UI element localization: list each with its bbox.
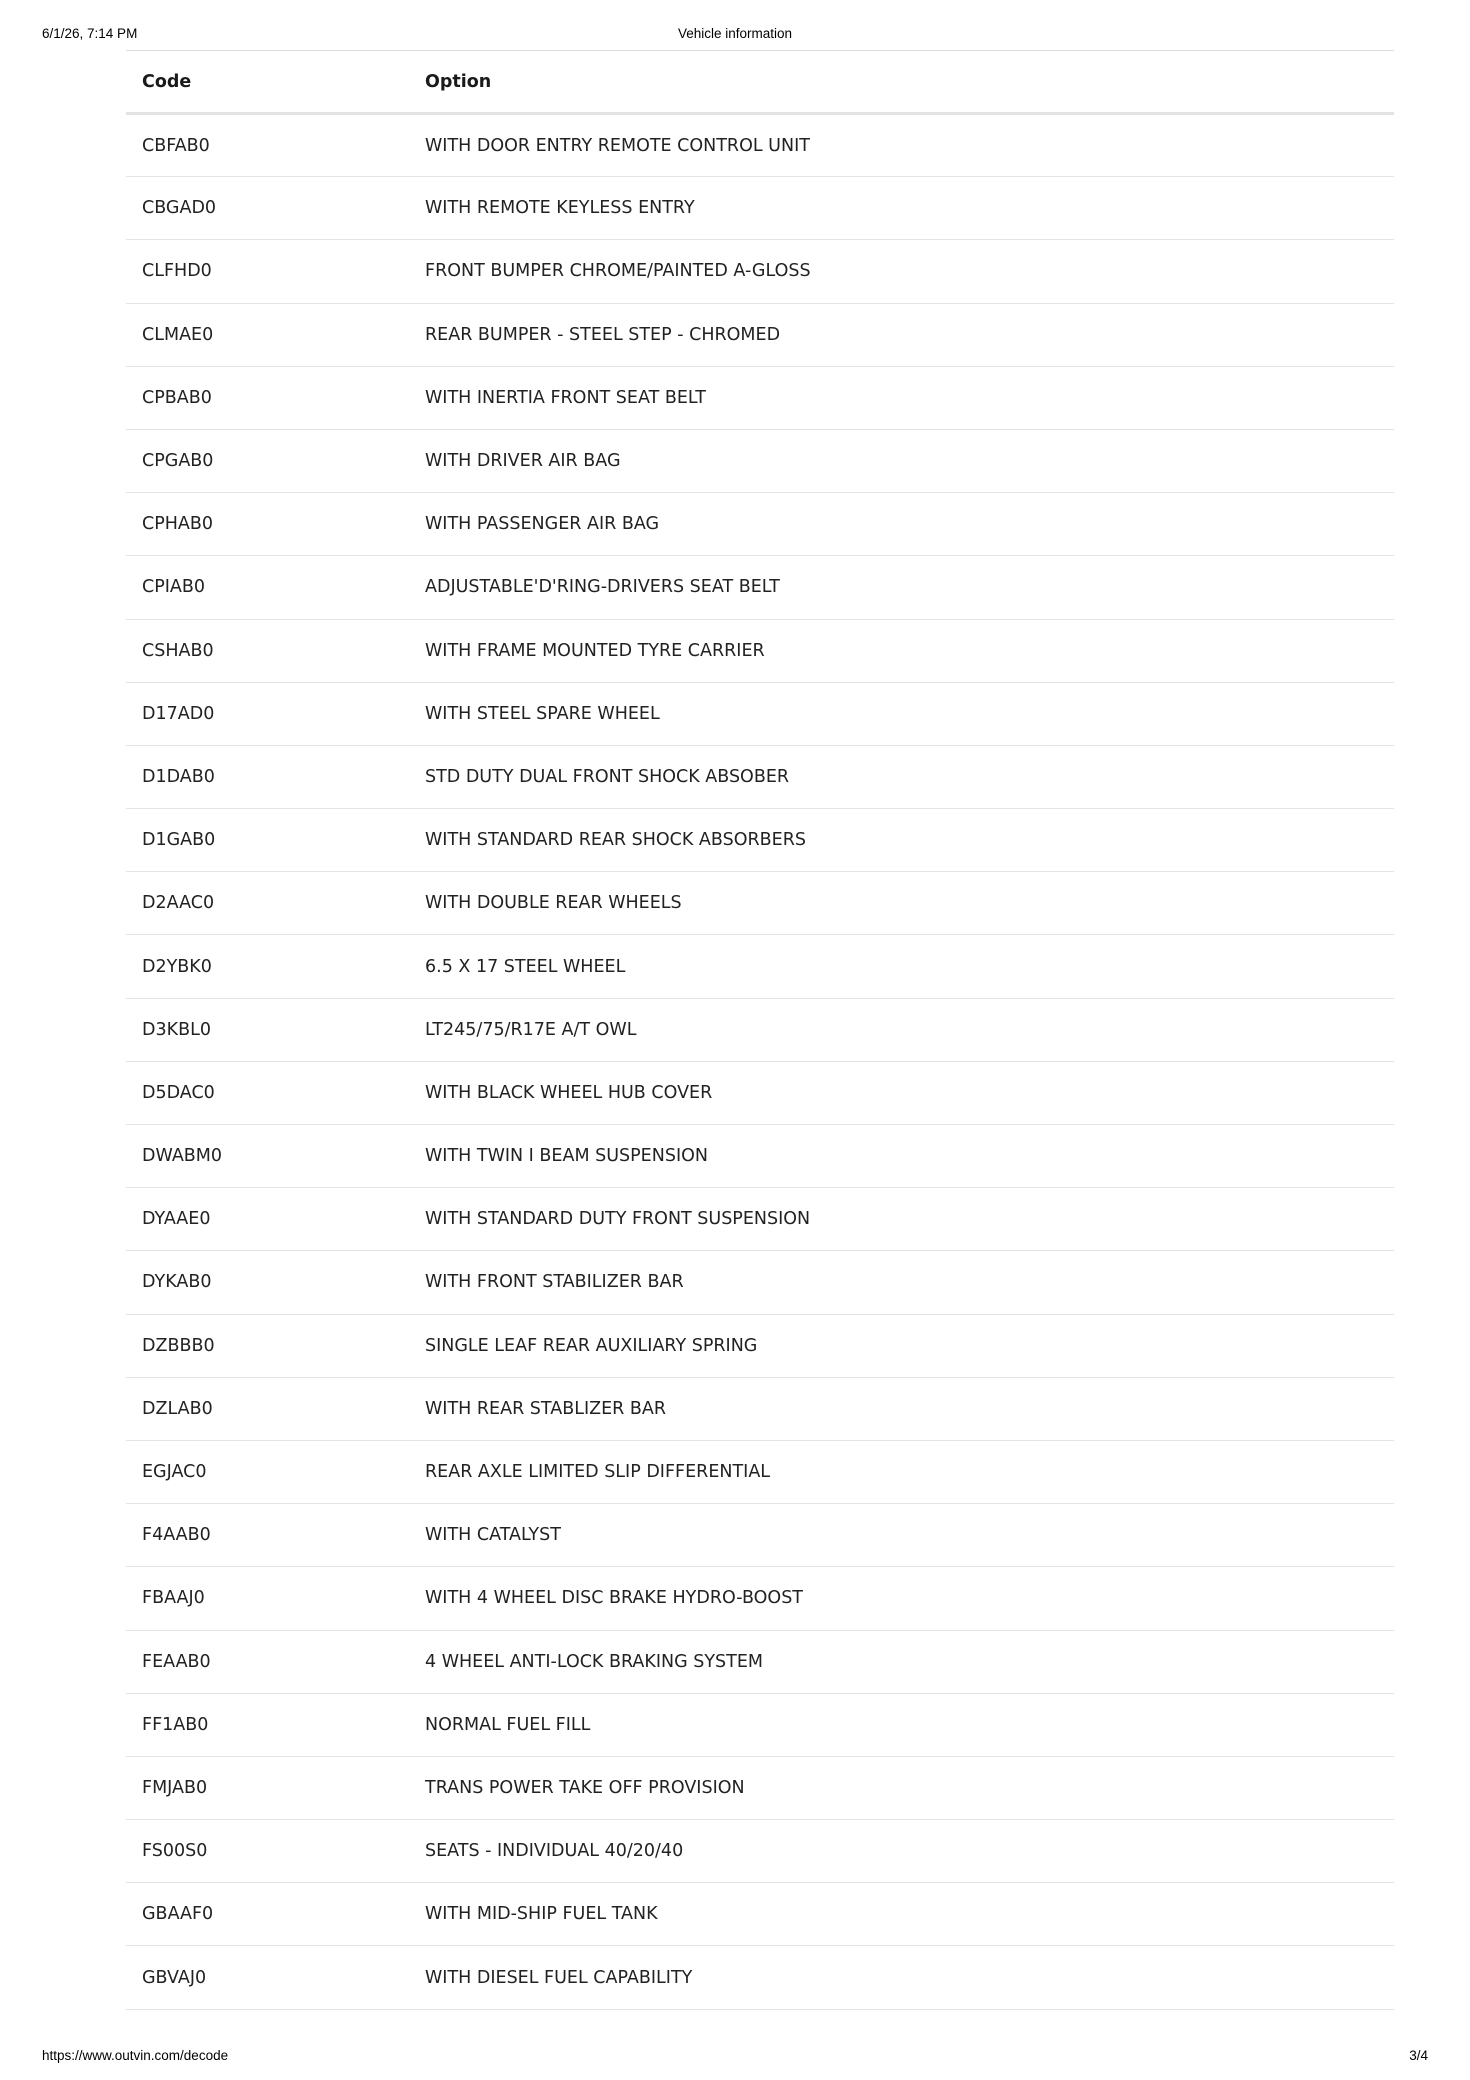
column-header-option: Option xyxy=(425,71,492,92)
option-description-cell: WITH STANDARD DUTY FRONT SUSPENSION xyxy=(425,1209,811,1230)
table-row xyxy=(126,619,1394,682)
print-footer xyxy=(42,2048,1428,2066)
option-description-cell: WITH FRAME MOUNTED TYRE CARRIER xyxy=(425,640,765,661)
option-description-cell: WITH STANDARD REAR SHOCK ABSORBERS xyxy=(425,830,806,851)
table-row xyxy=(126,1756,1394,1819)
table-header xyxy=(126,51,1394,114)
table-row xyxy=(126,177,1394,240)
option-code-cell: FMJAB0 xyxy=(142,1777,208,1798)
table-row xyxy=(126,1314,1394,1377)
option-code-cell: CLFHD0 xyxy=(142,261,212,282)
option-code-cell: D2AAC0 xyxy=(142,893,215,914)
option-code-cell: F4AAB0 xyxy=(142,1525,211,1546)
option-code-cell: DYKAB0 xyxy=(142,1272,212,1293)
option-description-cell: WITH STEEL SPARE WHEEL xyxy=(425,703,660,724)
option-code-cell: FEAAB0 xyxy=(142,1651,211,1672)
option-description-cell: WITH CATALYST xyxy=(425,1525,561,1546)
column-header-code: Code xyxy=(142,71,192,92)
option-description-cell: WITH DOOR ENTRY REMOTE CONTROL UNIT xyxy=(425,135,810,156)
table-row xyxy=(126,1188,1394,1251)
table-row xyxy=(126,1630,1394,1693)
option-code-cell: CLMAE0 xyxy=(142,324,214,345)
table-row xyxy=(126,1377,1394,1440)
option-description-cell: WITH BLACK WHEEL HUB COVER xyxy=(425,1082,713,1103)
option-code-cell: FS00S0 xyxy=(142,1841,208,1862)
option-code-cell: FF1AB0 xyxy=(142,1714,209,1735)
option-code-cell: DZBBB0 xyxy=(142,1335,215,1356)
option-code-cell: CPGAB0 xyxy=(142,451,214,472)
table-row xyxy=(126,1125,1394,1188)
vehicle-options-table xyxy=(126,50,1394,2010)
option-description-cell: ADJUSTABLE'D'RING-DRIVERS SEAT BELT xyxy=(425,577,780,598)
option-code-cell: CBGAD0 xyxy=(142,198,217,219)
option-description-cell: WITH REAR STABLIZER BAR xyxy=(425,1398,667,1419)
table-row xyxy=(126,114,1394,177)
table-row xyxy=(126,1061,1394,1124)
option-code-cell: FBAAJ0 xyxy=(142,1588,205,1609)
option-description-cell: WITH INERTIA FRONT SEAT BELT xyxy=(425,387,706,408)
option-description-cell: FRONT BUMPER CHROME/PAINTED A-GLOSS xyxy=(425,261,811,282)
table-row xyxy=(126,872,1394,935)
option-code-cell: GBVAJ0 xyxy=(142,1967,207,1988)
table-row xyxy=(126,1946,1394,2009)
option-description-cell: 4 WHEEL ANTI-LOCK BRAKING SYSTEM xyxy=(425,1651,764,1672)
print-url: https://www.outvin.com/decode xyxy=(42,2048,229,2063)
option-code-cell: DWABM0 xyxy=(142,1146,223,1167)
table-body xyxy=(126,114,1394,2010)
option-description-cell: SEATS - INDIVIDUAL 40/20/40 xyxy=(425,1841,684,1862)
option-code-cell: GBAAF0 xyxy=(142,1904,214,1925)
option-description-cell: WITH DIESEL FUEL CAPABILITY xyxy=(425,1967,693,1988)
option-code-cell: CSHAB0 xyxy=(142,640,214,661)
option-description-cell: TRANS POWER TAKE OFF PROVISION xyxy=(425,1777,745,1798)
table-row xyxy=(126,429,1394,492)
table-row xyxy=(126,240,1394,303)
option-code-cell: D1GAB0 xyxy=(142,830,216,851)
table-row xyxy=(126,1251,1394,1314)
table-row xyxy=(126,303,1394,366)
print-title: Vehicle information xyxy=(677,26,793,41)
option-code-cell: D5DAC0 xyxy=(142,1082,215,1103)
table-row xyxy=(126,493,1394,556)
option-code-cell: DZLAB0 xyxy=(142,1398,213,1419)
option-description-cell: REAR AXLE LIMITED SLIP DIFFERENTIAL xyxy=(425,1462,771,1483)
option-description-cell: WITH MID-SHIP FUEL TANK xyxy=(425,1904,658,1925)
table-row xyxy=(126,1693,1394,1756)
option-description-cell: WITH DRIVER AIR BAG xyxy=(425,451,621,472)
table-row xyxy=(126,1820,1394,1883)
option-code-cell: CPHAB0 xyxy=(142,514,214,535)
option-description-cell: REAR BUMPER - STEEL STEP - CHROMED xyxy=(425,324,781,345)
table-row xyxy=(126,745,1394,808)
option-code-cell: D17AD0 xyxy=(142,703,215,724)
table-row xyxy=(126,682,1394,745)
table-row xyxy=(126,1440,1394,1503)
print-header xyxy=(42,26,1428,44)
option-description-cell: WITH DOUBLE REAR WHEELS xyxy=(425,893,682,914)
table-row xyxy=(126,1883,1394,1946)
table-row xyxy=(126,556,1394,619)
option-code-cell: DYAAE0 xyxy=(142,1209,211,1230)
option-code-cell: CBFAB0 xyxy=(142,135,210,156)
option-description-cell: WITH TWIN I BEAM SUSPENSION xyxy=(425,1146,708,1167)
table-row xyxy=(126,366,1394,429)
option-description-cell: 6.5 X 17 STEEL WHEEL xyxy=(425,956,626,977)
print-datetime: 6/1/26, 7:14 PM xyxy=(42,26,138,41)
option-description-cell: WITH PASSENGER AIR BAG xyxy=(425,514,660,535)
option-code-cell: CPBAB0 xyxy=(142,387,212,408)
table-row xyxy=(126,809,1394,872)
table-row xyxy=(126,1567,1394,1630)
option-code-cell: D3KBL0 xyxy=(142,1019,211,1040)
table-header-row xyxy=(126,51,1394,114)
option-description-cell: WITH 4 WHEEL DISC BRAKE HYDRO-BOOST xyxy=(425,1588,803,1609)
option-description-cell: STD DUTY DUAL FRONT SHOCK ABSOBER xyxy=(425,766,790,787)
option-code-cell: EGJAC0 xyxy=(142,1462,207,1483)
option-code-cell: D1DAB0 xyxy=(142,766,215,787)
table-row xyxy=(126,935,1394,998)
option-description-cell: LT245/75/R17E A/T OWL xyxy=(425,1019,637,1040)
option-description-cell: WITH FRONT STABILIZER BAR xyxy=(425,1272,684,1293)
table-row xyxy=(126,1504,1394,1567)
option-description-cell: SINGLE LEAF REAR AUXILIARY SPRING xyxy=(425,1335,758,1356)
option-code-cell: D2YBK0 xyxy=(142,956,212,977)
option-description-cell: WITH REMOTE KEYLESS ENTRY xyxy=(425,198,695,219)
option-code-cell: CPIAB0 xyxy=(142,577,206,598)
option-description-cell: NORMAL FUEL FILL xyxy=(425,1714,591,1735)
table-row xyxy=(126,998,1394,1061)
page-number: 3/4 xyxy=(1409,2048,1428,2063)
